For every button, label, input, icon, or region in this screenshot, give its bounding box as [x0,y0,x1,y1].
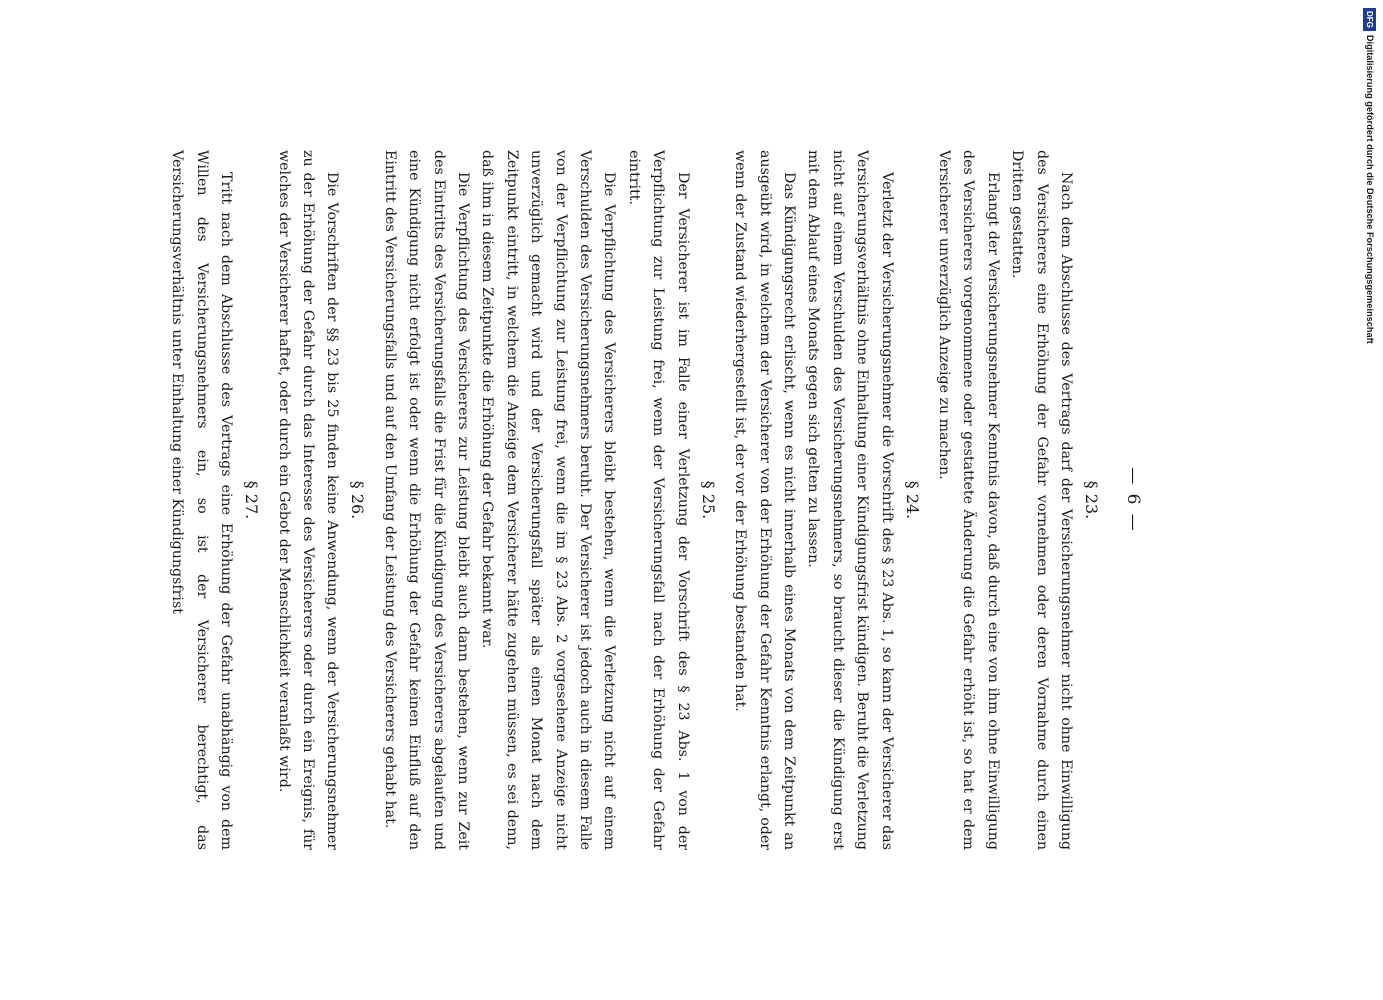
paragraph: Nach dem Abschlusse des Vertrags darf der Versicherungsnehmer nicht ohne Einwilligung des Versicherers eine Erhöhung der Gefahr vornehmen oder deren Vornahme durch einen Dritten gestatten. [1009,150,1074,850]
dfg-logo: DFG [1364,8,1377,31]
section-heading: § 25. [698,480,718,520]
paragraph: Erlangt der Versicherungsnehmer Kenntnis davon, daß durch eine von ihm ohne Einwilligung des Versicherers vorgenommene oder gestattete Änderung die Gefahr erhöht ist, so hat er dem Versicherer unverzüglich Anzeige zu machen. [935,150,1001,850]
section-25 [377,150,717,850]
section-24 [728,150,922,850]
page-number: — 6 — [1123,467,1143,533]
page-body [155,150,1143,850]
paragraph: Verletzt der Versicherungsnehmer die Vorschrift des § 23 Abs. 1, so kann der Versicherer das Versicherungsverhältnis ohne Einhaltung einer Kündigungsfrist kündigen. Beruht die Verletzung nicht auf einem Verschulden des Versicherungsnehmers, so braucht dieser die Kündigung erst mit dem Ablauf eines Monats gegen sich gelten zu lassen. [805,150,895,850]
paragraph: Das Kündigungsrecht erlischt, wenn es nicht innerhalb eines Monats von dem Zeitpunkt an ausgeübt wird, in welchem der Versicherer von der Erhöhung der Gefahr Kenntnis erlangt, oder wenn der Zustand wiederhergestellt ist, der vor der Erhöhung bestanden hat. [732,150,797,850]
digitization-credit [1359,8,1381,398]
paragraph: Der Versicherer ist im Falle einer Verletzung der Vorschrift des § 23 Abs. 1 von der Verpflichtung zur Leistung frei, wenn der Versicherungsfall nach der Erhöhung der Gefahr eintritt. [625,150,691,850]
section-heading: § 23. [1082,480,1101,520]
section-heading: § 26. [348,480,368,520]
section-23 [932,150,1101,850]
scanned-page [140,0,1243,1000]
section-heading: § 27. [242,480,262,520]
section-26 [271,150,367,850]
paragraph: Die Verpflichtung des Versicherers zur Leistung bleibt auch dann bestehen, wenn zur Zeit des Eintritts des Versicherungsfalls die Frist für die Kündigung des Versicherers abgelaufen und eine Kündigung nicht erfolgt ist oder wenn die Erhöhung der Gefahr keinen Einfluß auf den Eintritt des Versicherungsfalls und auf den Umfang der Leistung des Versicherers gehabt hat. [381,150,472,850]
section-heading: § 24. [902,480,922,520]
credit-text: Digitalisierung gefördert durch die Deutsche Forschungsgemeinschaft [1365,34,1375,344]
paragraph: Tritt nach dem Abschlusse des Vertrags eine Erhöhung der Gefahr unabhängig von dem Willen des Versicherungsnehmers ein, so ist der Versicherer berechtigt, das Versicherungsverhältnis unter Einhaltung einer Kündigungsfrist [169,150,235,850]
paragraph: Die Verpflichtung des Versicherers bleibt bestehen, wenn die Verletzung nicht auf einem Verschulden des Versicherungsnehmers beruht. Der Versicherer ist jedoch auch in diesem Falle von der Verpflichtung zur Leistung frei, wenn die im § 23 Abs. 2 vorgesehene Anzeige nicht unverzüglich gemacht wird und der Versicherungsfall später als einen Monat nach dem Zeitpunkt eintritt, in welchem die Anzeige dem Versicherer hätte zugehen müssen, es sei denn, daß ihm in diesem Zeitpunkte die Erhöhung der Gefahr bekannt war. [479,150,618,850]
paragraph: Die Vorschriften der §§ 23 bis 25 finden keine Anwendung, wenn der Versicherungsnehmer zu der Erhöhung der Gefahr durch das Interesse des Versicherers oder durch ein Ereignis, für welches der Versicherer haftet, oder durch ein Gebot der Menschlichkeit veranlaßt wird. [275,150,341,850]
section-27 [165,150,261,850]
